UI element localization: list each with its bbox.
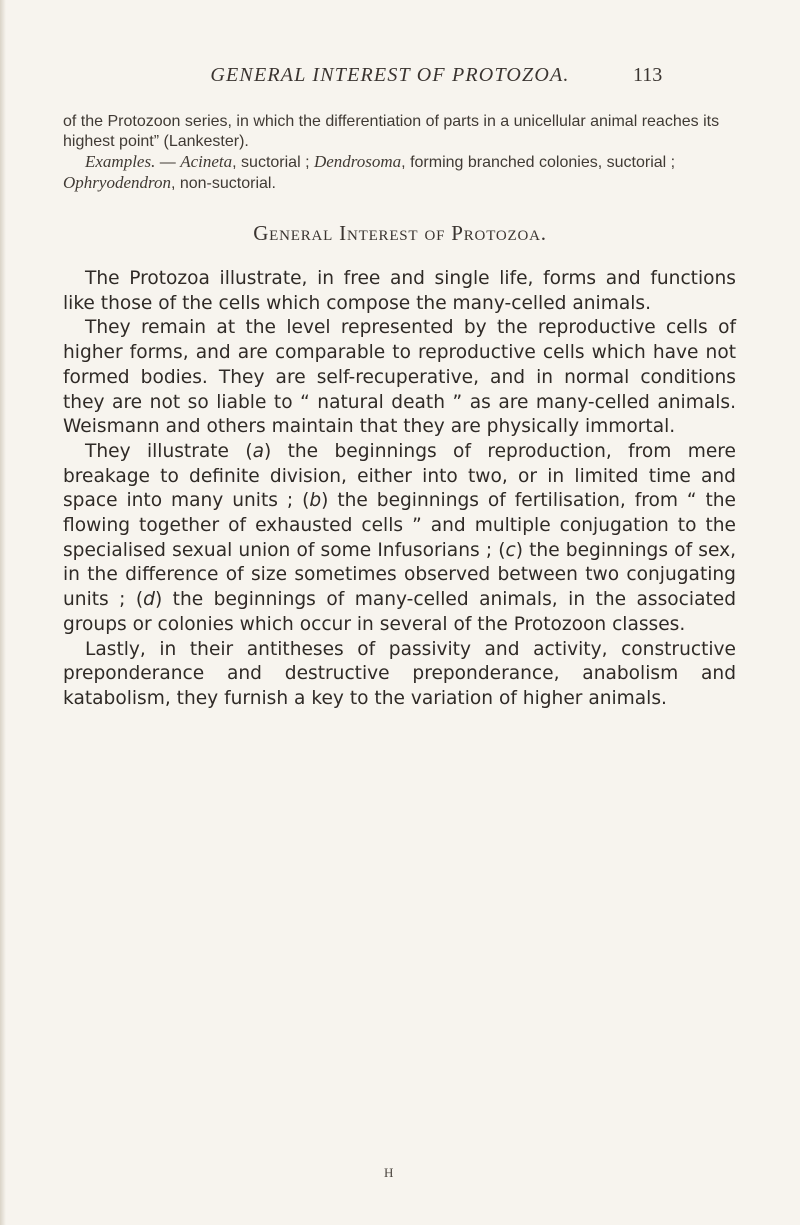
example-ophryodendron: Ophryodendron [63,173,171,192]
continued-text [63,112,733,194]
example-acineta-desc: , suctorial ; [232,154,314,171]
example-ophryodendron-desc: , non-suctorial. [170,175,276,192]
enum-letter-c: c [505,539,516,561]
paragraph-3 [63,440,736,638]
paragraph-3-part-a: They illustrate ( [85,440,253,462]
paragraph-2: They remain at the level represented by the reproductive cells of higher forms, and are comparable to reproductive cells which have not formed bodies. They are self-recuperative, and in normal conditions they are not so liable to “ natural death ” as are many-celled animals. Weismann and others maintain that they are physically immortal. [63,317,736,438]
continued-paragraph: of the Protozoon series, in which the differentiation of parts in a unicellular animal reaches its highest point” (Lankester). [63,113,720,150]
section-body [63,267,736,712]
binding-shadow [0,0,6,1225]
paragraph-3-part-b: ) the beginnings of reproduction, from mere breakage to definite division, either into two, or in limited time and space into many units ; ( [63,440,736,512]
enum-letter-a: a [252,440,264,462]
example-dendrosoma-desc: , forming branched colonies, suctorial ; [401,154,676,171]
section-heading: General Interest of Protozoa. [253,221,547,245]
examples-dash: — [155,154,181,171]
running-head: GENERAL INTEREST OF PROTOZOA. [210,64,570,86]
examples-paragraph [63,152,733,194]
page-number: 113 [633,64,663,86]
paragraph-4: Lastly, in their antitheses of passivity and activity, constructive preponderance and destructive preponderance, anabolism and katabolism, they furnish a key to the variation of higher animals. [63,638,736,709]
enum-letter-d: d [143,589,155,611]
signature-mark: H [384,1165,394,1180]
paragraph-1: The Protozoa illustrate, in free and single life, forms and functions like those of the cells which compose the many-celled animals. [63,268,736,314]
paragraph-3-part-d: ) the beginnings of sex, in the difference of size sometimes observed between two conjugating units ; ( [63,539,736,611]
paragraph-3-part-c: ) the beginnings of fertilisation, from “ the flowing together of exhausted cells ” and multiple conjugation to the specialised sexual union of some Infusorians ; ( [63,490,736,561]
example-acineta: Acineta [180,152,233,171]
enum-letter-b: b [309,490,322,512]
examples-label: Examples. [85,152,156,171]
paragraph-3-part-e: ) the beginnings of many-celled animals, in the associated groups or colonies which occur in several of the Protozoon classes. [63,589,736,635]
example-dendrosoma: Dendrosoma [313,152,402,171]
